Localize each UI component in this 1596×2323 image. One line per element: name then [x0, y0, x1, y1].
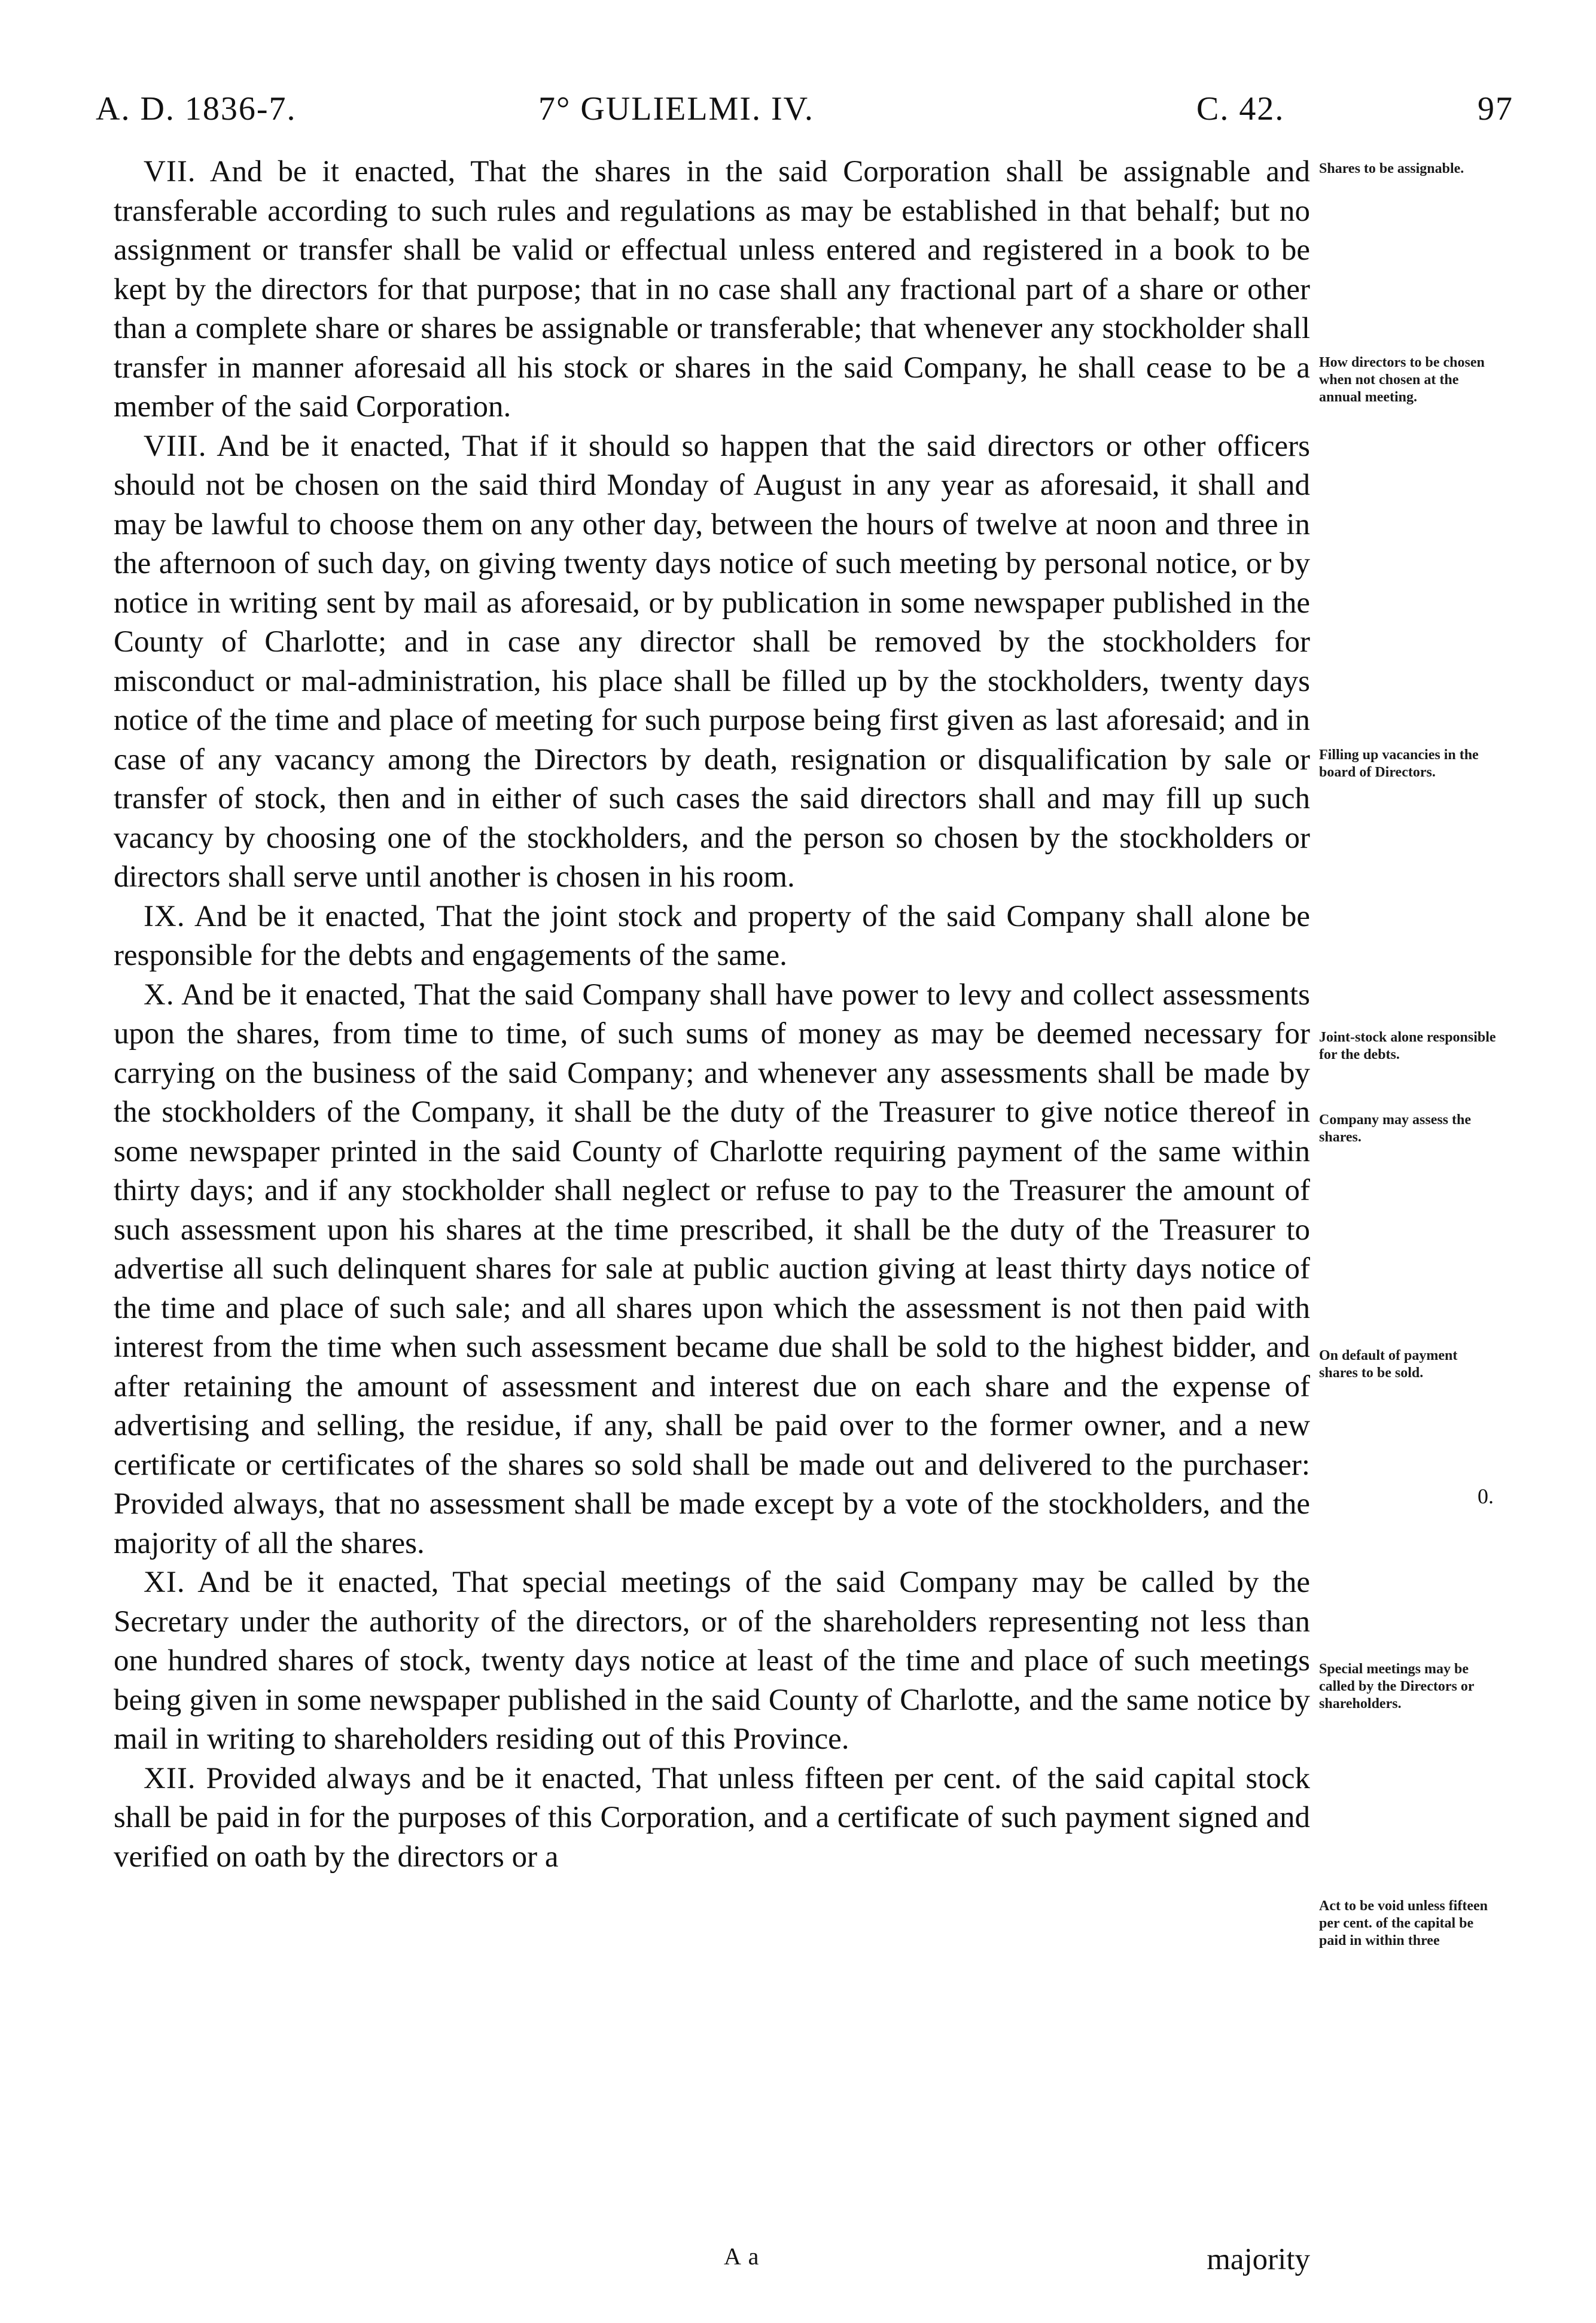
section-text: Provided always and be it enacted, That unless fifteen per cent. of the said capital stock shall be paid in for the purposes of this Corporation, and a certificate of such payment signed and verified on oath by the directors or a: [114, 1761, 1310, 1874]
margin-note-act-void: Act to be void unless fifteen per cent. of the capital be paid in within three: [1319, 1898, 1488, 1948]
section-text: And be it enacted, That if it should so happen that the said directors or other officers should not be chosen on the said third Monday of August in any year as aforesaid, it shall and may be lawful to choose them on any other day, between the hours of twelve at noon and three in the afternoon of such day, on giving twenty days notice of such meeting by personal notice, or by notice in writing sent by mail as aforesaid, or by publication in some newspaper published in the County of Charlotte; and in case any director shall be removed by the stockholders for misconduct or mal-administration, his place shall be filled up by the stockholders, twenty days notice of the time and place of meeting for such purpose being first given as last aforesaid; and in case of any vacancy among the Directors by death, resignation or disqualification by sale or transfer of stock, then and in either of such cases the said directors shall and may fill up such vacancy by choosing one of the stockholders, and the person so chosen by the stockholders or directors shall serve until another is chosen in his room.: [114, 429, 1311, 894]
section-number: VIII.: [144, 429, 207, 463]
margin-note-filling-vacancies: Filling up vacancies in the board of Directors.: [1319, 747, 1479, 780]
margin-note-joint-stock: Joint-stock alone responsible for the debts.: [1319, 1030, 1496, 1062]
margin-note-directors-chosen: How directors to be chosen when not chosen at the annual meeting.: [1319, 355, 1485, 405]
section-text: And be it enacted, That the joint stock and property of the said Company shall alone be responsible for the debts and engagements of the same.: [114, 899, 1310, 972]
margin-note-default-payment: On default of payment shares to be sold.: [1319, 1348, 1458, 1381]
section-vii: [114, 153, 1310, 427]
statute-body: [114, 153, 1310, 1877]
section-number: IX.: [144, 899, 185, 933]
catchword: majority: [1207, 2243, 1310, 2276]
stray-margin-mark: 0.: [1478, 1484, 1494, 1508]
running-head: [96, 90, 1513, 138]
margin-note-special-meetings: Special meetings may be called by the Directors or shareholders.: [1319, 1661, 1475, 1712]
signature-mark: A a: [724, 2243, 760, 2270]
section-text: And be it enacted, That the shares in the said Corporation shall be assignable and transferable according to such rules and regulations as may be established in that behalf; but no assignment or transfer shall be valid or effectual unless entered and registered in a book to be kept by the directors for that purpose; that in no case shall any fractional part of a share or other than a complete share or shares be assignable or transferable; that whenever any stockholder shall transfer in manner aforesaid all his stock or shares in the said Company, he shall cease to be a member of the said Corporation.: [114, 155, 1310, 424]
section-ix: [114, 897, 1310, 976]
section-xii: [114, 1759, 1310, 1877]
margin-note-shares-assignable: Shares to be assignable.: [1319, 161, 1464, 176]
section-viii: [114, 427, 1310, 897]
section-x: [114, 976, 1310, 1564]
margin-note-assess-shares: Company may assess the shares.: [1319, 1112, 1472, 1145]
section-number: XII.: [144, 1761, 196, 1795]
section-xi: [114, 1563, 1310, 1759]
section-number: XI.: [144, 1566, 185, 1599]
year-heading: A. D. 1836-7.: [96, 90, 297, 127]
section-text: And be it enacted, That the said Company shall have power to levy and collect assessments upon the shares, from time to time, of such sums of money as may be deemed necessary for carrying on the business of the said Company; and whenever any assessments shall be made by the stockholders of the Company, it shall be the duty of the Treasurer to give notice thereof in some newspaper printed in the said County of Charlotte requiring payment of the same within thirty days; and if any stockholder shall neglect or refuse to pay to the Treasurer the amount of such assessment upon his shares at the time prescribed, it shall be the duty of the Treasurer to advertise all such delinquent shares for sale at public auction giving at least thirty days notice of the time and place of such sale; and all shares upon which the assessment is not then paid with interest from the time when such assessment became due shall be sold to the highest bidder, and after retaining the amount of assessment and interest due on each share and the expense of advertising and selling, the residue, if any, shall be paid over to the former owner, and a new certificate or certificates of the shares so sold shall be made out and delivered to the purchaser: Provided always, that no assessment shall be made except by a vote of the stockholders, and the majority of all the shares.: [114, 978, 1310, 1560]
chapter-heading: C. 42.: [1196, 90, 1285, 127]
section-text: And be it enacted, That special meetings of the said Company may be called by the Secretary under the authority of the directors, or of the shareholders representing not less than one hundred shares of stock, twenty days notice at least of the time and place of such meetings being given in some newspaper published in the said County of Charlotte, and the same notice by mail in writing to shareholders residing out of this Province.: [114, 1566, 1310, 1756]
page-footer: [114, 2242, 1310, 2284]
section-number: VII.: [144, 155, 196, 188]
page-number: 97: [1478, 90, 1513, 127]
section-number: X.: [144, 978, 175, 1012]
regnal-heading: 7° GULIELMI. IV.: [538, 90, 814, 127]
